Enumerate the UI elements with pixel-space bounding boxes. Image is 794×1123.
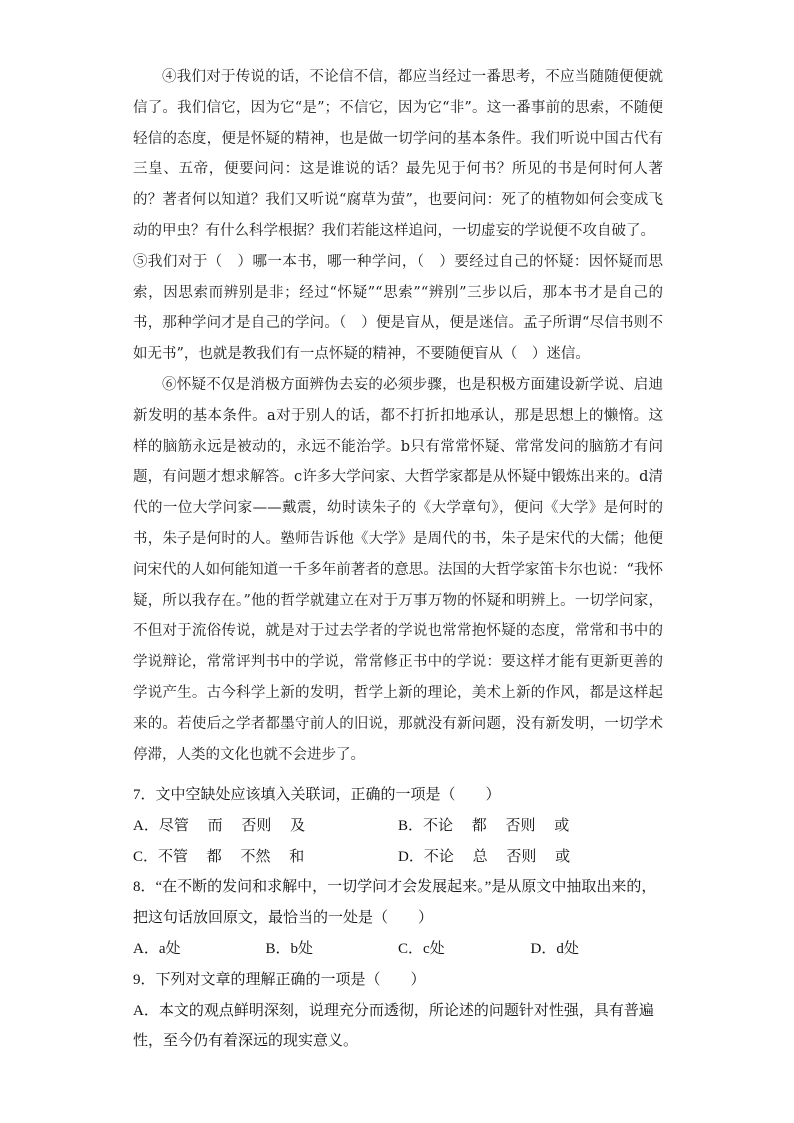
question-8-option-c[interactable]: C．c处 [398, 940, 445, 957]
paragraph-5: ⑤我们对于（ ）哪一本书，哪一种学问，（ ）要经过自己的怀疑：因怀疑而思索，因思索而辨别是非；经过“怀疑”“思索”“辨别”三步以后，那本书才是自己的书，那种学问才是自己的学问。（ ）便是盲从，便是迷信。孟子所谓“尽信书则不如无书”，也就是教我们有一点怀疑的精神，不要随便盲从（ ）迷信。 [133, 253, 663, 363]
question-7-option-b[interactable]: B．不论 都 否则 或 [398, 817, 570, 834]
reading-passage [133, 62, 663, 770]
question-9-option-a[interactable]: A．本文的观点鲜明深刻，说理充分而透彻，所论述的问题针对性强，具有普遍性，至今仍有着深远的现实意义。 [133, 1002, 654, 1050]
question-7-stem: 7．文中空缺处应该填入关联词，正确的一项是（ ） [133, 787, 501, 803]
paragraph-4: ④我们对于传说的话，不论信不信，都应当经过一番思考，不应当随随便便就信了。我们信它，因为它“是”；不信它，因为它“非”。这一番事前的思索，不随便轻信的态度，便是怀疑的精神，也是做一切学问的基本条件。我们听说中国古代有三皇、五帝，便要问问：这是谁说的话？最先见于何书？所见的书是何时何人著的？著者何以知道？我们又听说“腐草为萤”，也要问问：死了的植物如何会变成飞动的甲虫？有什么科学根据？我们若能这样追问，一切虚妄的学说便不攻自破了。 [133, 69, 663, 239]
question-8-option-d[interactable]: D．d处 [530, 940, 579, 957]
question-7-options-row-1 [133, 811, 663, 842]
question-7-options-row-2 [133, 842, 663, 873]
question-8-option-a[interactable]: A．a处 [133, 940, 181, 957]
question-7-option-c[interactable]: C．不管 都 不然 和 [133, 848, 305, 865]
question-8-options-row [133, 934, 663, 965]
question-7-option-a[interactable]: A．尽管 而 否则 及 [133, 817, 306, 834]
question-7-option-d[interactable]: D．不论 总 否则 或 [398, 848, 571, 865]
question-8-option-b[interactable]: B．b处 [265, 940, 314, 957]
question-8-stem: 8．“在不断的发问和求解中，一切学问才会发展起来。”是从原文中抽取出来的，把这句话放回原文，最恰当的一处是（ ） [133, 879, 657, 927]
paragraph-6: ⑥怀疑不仅是消极方面辨伪去妄的必须步骤，也是积极方面建设新学说、启迪新发明的基本条件。a对于别人的话，都不打折扣地承认，那是思想上的懒惰。这样的脑筋永远是被动的，永远不能治学。b只有常常怀疑、常常发问的脑筋才有问题，有问题才想求解答。c许多大学问家、大哲学家都是从怀疑中锻炼出来的。d清代的一位大学问家——戴震，幼时读朱子的《大学章句》，便问《大学》是何时的书，朱子是何时的人。塾师告诉他《大学》是周代的书，朱子是宋代的大儒；他便问宋代的人如何能知道一千多年前著者的意思。法国的大哲学家笛卡尔也说：“我怀疑，所以我存在。”他的哲学就建立在对于万事万物的怀疑和明辨上。一切学问家，不但对于流俗传说，就是对于过去学者的学说也常常抱怀疑的态度，常常和书中的学说辩论，常常评判书中的学说，常常修正书中的学说：要这样才能有更新更善的学说产生。古今科学上新的发明，哲学上新的理论，美术上新的作风，都是这样起来的。若使后之学者都墨守前人的旧说，那就没有新问题，没有新发明，一切学术停滞，人类的文化也就不会进步了。 [133, 376, 663, 763]
question-section [133, 780, 663, 1057]
question-9-stem: 9．下列对文章的理解正确的一项是（ ） [133, 971, 426, 988]
